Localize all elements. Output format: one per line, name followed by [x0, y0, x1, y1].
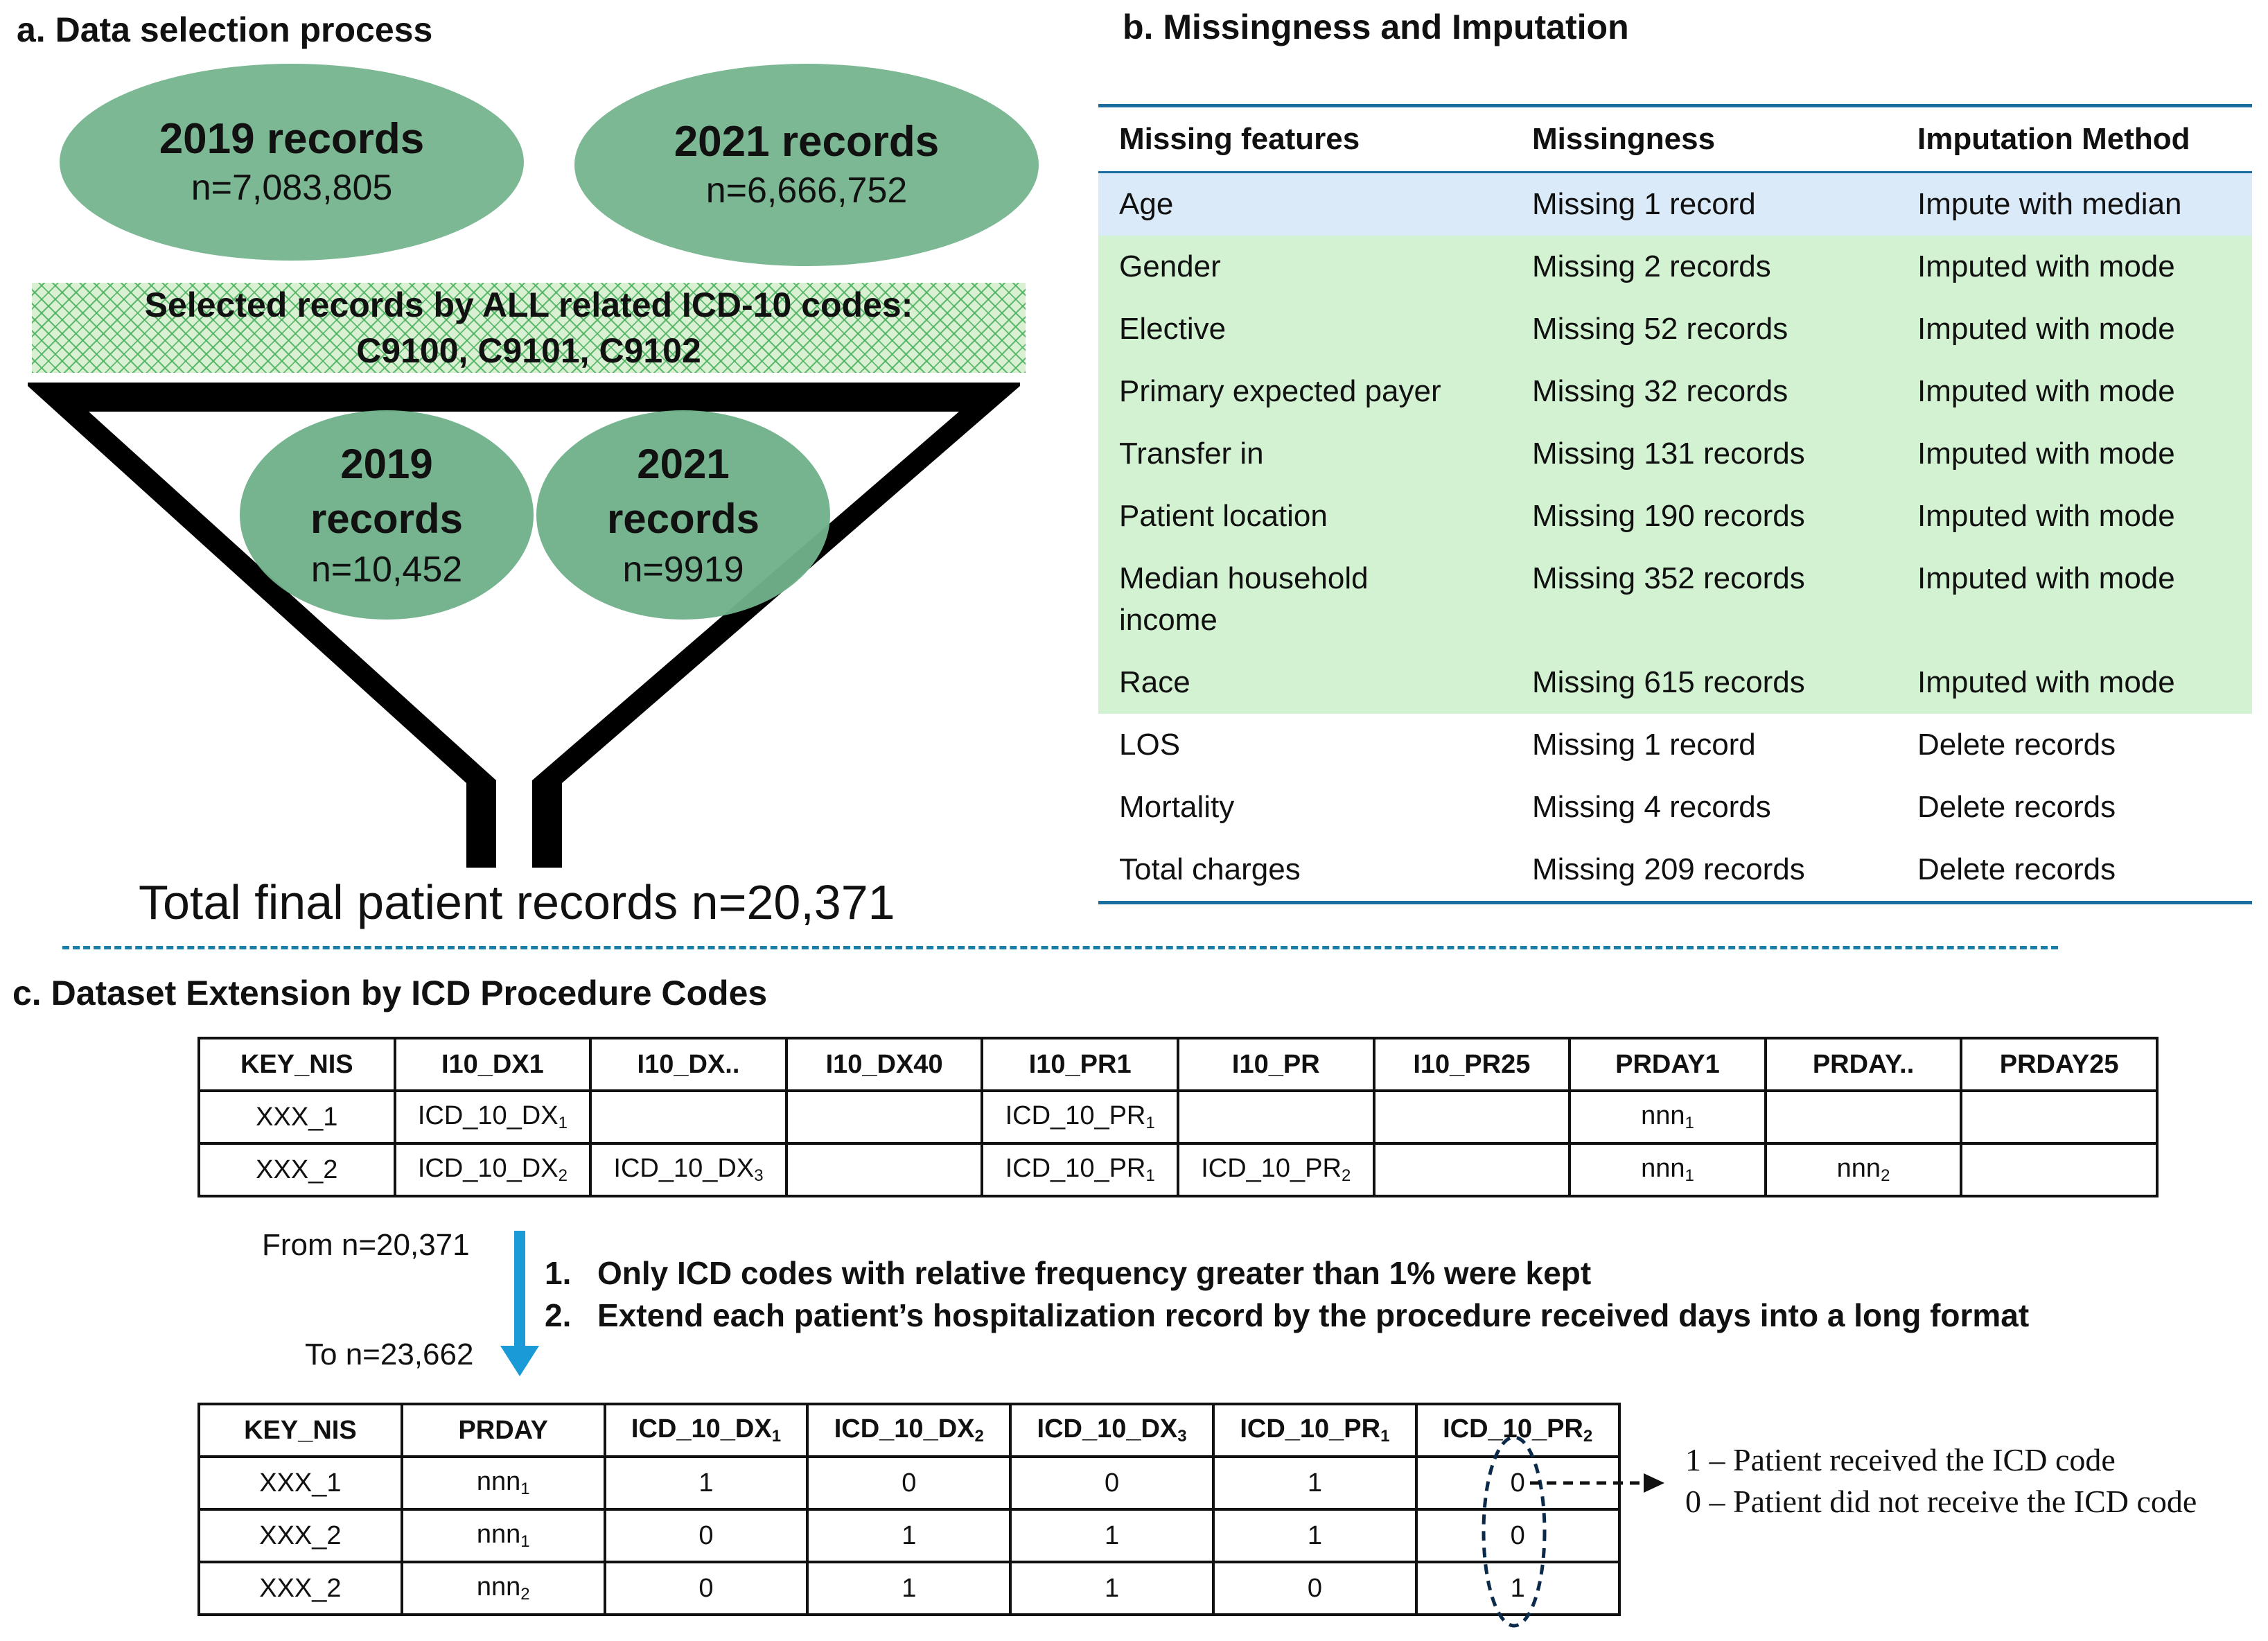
feature-cell: Total charges	[1119, 852, 1301, 886]
header-cell	[199, 1038, 395, 1091]
long-format-table	[197, 1403, 1621, 1616]
ellipse-label: 2021 records	[674, 118, 940, 166]
header-cell	[590, 1038, 786, 1091]
table-row	[1098, 776, 2252, 839]
cell-text: XXX_1	[256, 1102, 338, 1132]
header-cell	[982, 1038, 1178, 1091]
legend-not-received: 0 – Patient did not receive the ICD code	[1685, 1484, 2197, 1519]
ellipse-label: 2019 records	[159, 115, 425, 164]
ellipse-count: n=10,452	[310, 549, 463, 590]
cell-text: ICD_10_DX	[631, 1414, 772, 1443]
legend-received: 1 – Patient received the ICD code	[1685, 1442, 2116, 1477]
table-row	[1098, 423, 2252, 485]
table-cell	[395, 1143, 591, 1196]
method-cell: Imputed with mode	[1917, 312, 2175, 346]
filter-line-2: C9100, C9101, C9102	[356, 331, 701, 370]
missingness-cell: Missing 1 record	[1532, 728, 1756, 762]
cell-subscript: 1	[520, 1532, 530, 1551]
ellipse-count: n=7,083,805	[191, 167, 393, 208]
ellipse-label: 2021	[637, 440, 730, 487]
cell-text: 1	[902, 1573, 917, 1603]
ellipse-count: n=9919	[622, 549, 744, 590]
header-cell	[1178, 1038, 1374, 1091]
header-cell	[786, 1038, 983, 1091]
missingness-cell: Missing 131 records	[1532, 437, 1805, 471]
table-cell	[1374, 1091, 1570, 1143]
missingness-cell: Missing 32 records	[1532, 374, 1788, 408]
cell-text: 1	[698, 1468, 714, 1498]
table-cell	[590, 1091, 786, 1143]
funnel-shape	[0, 0, 1081, 873]
table-cell	[1766, 1143, 1962, 1196]
table-cell	[1213, 1457, 1416, 1509]
table-cell	[786, 1143, 983, 1196]
header-cell	[199, 1404, 402, 1457]
missingness-cell: Missing 615 records	[1532, 665, 1805, 699]
step-1-number: 1.	[545, 1255, 572, 1291]
cell-text: 0	[902, 1468, 917, 1498]
header-cell: Imputation Method	[1917, 122, 2190, 156]
cell-subscript: 2	[520, 1585, 530, 1604]
table-cell	[605, 1457, 808, 1509]
cell-text: 1	[1105, 1573, 1120, 1603]
header-cell	[402, 1404, 605, 1457]
table-header-row	[199, 1404, 1619, 1457]
table-body	[1098, 173, 2252, 901]
dashed-ellipse	[1484, 1437, 1545, 1626]
arrow-head-icon	[1644, 1473, 1664, 1493]
table-cell	[1961, 1143, 2157, 1196]
highlight-annotation	[1462, 1428, 1670, 1635]
cell-text: ICD_10_DX	[613, 1154, 755, 1183]
ellipse-2019-selected	[240, 410, 534, 620]
ellipse-label: records	[310, 495, 464, 542]
table-cell	[1178, 1091, 1374, 1143]
feature-cell: Race	[1119, 665, 1190, 699]
feature-cell: Patient location	[1119, 499, 1328, 533]
cell-text: PRDAY25	[1999, 1049, 2119, 1079]
cell-subscript: 1	[1145, 1166, 1155, 1185]
cell-text: PRDAY..	[1812, 1049, 1915, 1079]
panel-b-title: b. Missingness and Imputation	[1123, 8, 1629, 46]
cell-text: ICD_10_PR	[1005, 1154, 1146, 1183]
cell-text: ICD_10_PR	[1240, 1414, 1381, 1443]
table-header-row	[199, 1038, 2157, 1091]
table-cell	[402, 1562, 605, 1615]
table-row	[1098, 714, 2252, 776]
method-cell: Imputed with mode	[1917, 499, 2175, 533]
cell-text: 1	[1307, 1520, 1322, 1550]
cell-text: 0	[698, 1573, 714, 1603]
header-cell	[395, 1038, 591, 1091]
feature-cell: Transfer in	[1119, 437, 1264, 471]
cell-text: nnn	[1641, 1154, 1685, 1183]
cell-text: ICD_10_PR	[1443, 1414, 1583, 1443]
cell-text: nnn	[476, 1520, 521, 1549]
header-cell	[1010, 1404, 1213, 1457]
table-cell	[1010, 1509, 1213, 1562]
cell-text: 0	[698, 1520, 714, 1550]
wide-format-table	[197, 1037, 2159, 1197]
cell-text: I10_DX..	[637, 1049, 740, 1079]
cell-text: I10_DX1	[441, 1049, 544, 1079]
table-header	[1098, 107, 2252, 171]
cell-subscript: 1	[771, 1427, 782, 1446]
cell-text: 1	[1307, 1468, 1322, 1498]
feature-cell: Primary expected payer	[1119, 374, 1441, 408]
section-divider	[62, 946, 2058, 949]
missingness-cell: Missing 2 records	[1532, 249, 1771, 283]
table-cell	[982, 1143, 1178, 1196]
table-cell	[1213, 1509, 1416, 1562]
table-row	[1098, 651, 2252, 714]
method-cell: Delete records	[1917, 852, 2116, 886]
cell-text: 1	[1510, 1573, 1525, 1603]
missingness-cell: Missing 1 record	[1532, 187, 1756, 221]
cell-subscript: 1	[520, 1480, 530, 1498]
cell-subscript: 1	[1685, 1114, 1694, 1132]
method-cell: Delete records	[1917, 728, 2116, 762]
header-cell: Missingness	[1532, 122, 1716, 156]
table-row	[1098, 485, 2252, 547]
cell-subscript: 1	[1145, 1114, 1155, 1132]
to-count: To n=23,662	[305, 1337, 474, 1371]
method-cell: Imputed with mode	[1917, 374, 2175, 408]
missingness-cell: Missing 190 records	[1532, 499, 1805, 533]
cell-text: XXX_1	[259, 1468, 342, 1498]
table-row	[1098, 360, 2252, 423]
cell-text: ICD_10_PR	[1005, 1101, 1146, 1130]
cell-subscript: 1	[558, 1114, 568, 1132]
table-cell	[807, 1457, 1010, 1509]
cell-text: I10_PR25	[1413, 1049, 1531, 1079]
table-cell	[199, 1091, 395, 1143]
cell-subscript: 1	[1685, 1166, 1694, 1185]
method-cell: Imputed with mode	[1917, 249, 2175, 283]
ellipse-label: records	[606, 495, 760, 542]
table-cell	[1766, 1091, 1962, 1143]
feature-cell: Gender	[1119, 249, 1221, 283]
feature-cell: Elective	[1119, 312, 1227, 346]
cell-text: XXX_2	[256, 1155, 338, 1184]
table-row	[1098, 839, 2252, 901]
table-row	[1098, 298, 2252, 360]
table-row	[1098, 173, 2252, 236]
cell-subscript: 2	[1583, 1427, 1593, 1446]
cell-subscript: 2	[558, 1166, 568, 1185]
table-cell	[807, 1509, 1010, 1562]
cell-subscript: 3	[754, 1166, 764, 1185]
table-row	[1098, 547, 2252, 651]
cell-text: PRDAY1	[1615, 1049, 1720, 1079]
header-cell	[807, 1404, 1010, 1457]
table-cell	[807, 1562, 1010, 1615]
cell-text: XXX_2	[259, 1520, 342, 1550]
method-cell: Imputed with mode	[1917, 665, 2175, 699]
final-total: Total final patient records n=20,371	[139, 875, 895, 929]
cell-text: I10_PR1	[1028, 1049, 1132, 1079]
table-cell	[402, 1509, 605, 1562]
cell-text: 1	[902, 1520, 917, 1550]
ellipse-label: 2019	[340, 440, 433, 487]
header-cell	[1213, 1404, 1416, 1457]
cell-subscript: 2	[974, 1427, 984, 1446]
table-row	[199, 1091, 2157, 1143]
cell-text: I10_DX40	[825, 1049, 943, 1079]
table-cell	[199, 1457, 402, 1509]
table-cell	[199, 1562, 402, 1615]
header-cell: Missing features	[1119, 122, 1360, 156]
cell-text: PRDAY	[458, 1415, 548, 1445]
missingness-cell: Missing 209 records	[1532, 852, 1805, 886]
table-row	[199, 1143, 2157, 1196]
feature-cell: LOS	[1119, 728, 1181, 762]
cell-text: 0	[1510, 1468, 1525, 1498]
table-cell	[1213, 1562, 1416, 1615]
missingness-table	[1098, 104, 2252, 904]
header-cell	[1374, 1038, 1570, 1091]
cell-text: ICD_10_PR	[1201, 1154, 1342, 1183]
header-cell	[1766, 1038, 1962, 1091]
cell-text: ICD_10_DX	[834, 1414, 975, 1443]
method-cell: Imputed with mode	[1917, 561, 2175, 595]
method-cell: Imputed with mode	[1917, 437, 2175, 471]
cell-text: KEY_NIS	[244, 1415, 357, 1445]
ellipse-2021-selected	[536, 410, 830, 620]
table-cell	[199, 1509, 402, 1562]
table-row	[199, 1562, 1619, 1615]
table-cell	[982, 1091, 1178, 1143]
filter-line-1: Selected records by ALL related ICD-10 codes:	[144, 286, 913, 324]
cell-text: ICD_10_DX	[1037, 1414, 1178, 1443]
cell-subscript: 3	[1177, 1427, 1187, 1446]
feature-cell: Median household income	[1119, 561, 1369, 637]
table-cell	[1010, 1562, 1213, 1615]
feature-cell: Mortality	[1119, 790, 1235, 824]
cell-text: nnn	[476, 1467, 521, 1496]
table-cell	[590, 1143, 786, 1196]
table-cell	[786, 1091, 983, 1143]
cell-text: 0	[1105, 1468, 1120, 1498]
cell-text: nnn	[1641, 1101, 1685, 1130]
panel-a-title: a. Data selection process	[17, 10, 433, 49]
header-cell	[1961, 1038, 2157, 1091]
table-cell	[1374, 1143, 1570, 1196]
step-2-number: 2.	[545, 1297, 572, 1333]
table-bottom-rule	[1098, 901, 2252, 904]
cell-text: ICD_10_DX	[417, 1154, 559, 1183]
method-cell: Impute with median	[1917, 187, 2182, 221]
table-cell	[1570, 1143, 1766, 1196]
table-row	[199, 1457, 1619, 1509]
table-cell	[605, 1509, 808, 1562]
missingness-cell: Missing 352 records	[1532, 561, 1805, 595]
panel-c-title: c. Dataset Extension by ICD Procedure Codes	[12, 974, 768, 1012]
table-row	[199, 1509, 1619, 1562]
cell-subscript: 1	[1380, 1427, 1390, 1446]
cell-text: nnn	[476, 1572, 521, 1601]
missingness-cell: Missing 52 records	[1532, 312, 1788, 346]
step-2-text: Extend each patient’s hospitalization record by the procedure received days into a long format	[597, 1297, 2030, 1333]
from-count: From n=20,371	[262, 1228, 470, 1262]
cell-text: 1	[1105, 1520, 1120, 1550]
ellipse-count: n=6,666,752	[705, 170, 908, 211]
table-cell	[1961, 1091, 2157, 1143]
cell-text: I10_PR	[1231, 1049, 1320, 1079]
table-cell	[1178, 1143, 1374, 1196]
table-cell	[1570, 1091, 1766, 1143]
cell-text: 0	[1510, 1520, 1525, 1550]
cell-text: 0	[1307, 1573, 1322, 1603]
cell-subscript: 2	[1881, 1166, 1890, 1185]
table-cell	[395, 1091, 591, 1143]
cell-text: nnn	[1836, 1154, 1881, 1183]
missingness-cell: Missing 4 records	[1532, 790, 1771, 824]
cell-subscript: 2	[1341, 1166, 1351, 1185]
cell-text: XXX_2	[259, 1573, 342, 1603]
method-cell: Delete records	[1917, 790, 2116, 824]
header-cell	[1570, 1038, 1766, 1091]
table-cell	[402, 1457, 605, 1509]
table-row	[1098, 236, 2252, 298]
table-cell	[1010, 1457, 1213, 1509]
cell-text: KEY_NIS	[240, 1049, 353, 1079]
header-cell	[605, 1404, 808, 1457]
cell-text: ICD_10_DX	[417, 1101, 559, 1130]
down-arrow-icon	[498, 1231, 542, 1380]
step-1-text: Only ICD codes with relative frequency greater than 1% were kept	[597, 1255, 1592, 1291]
table-cell	[199, 1143, 395, 1196]
table-cell	[605, 1562, 808, 1615]
feature-cell: Age	[1119, 187, 1174, 221]
